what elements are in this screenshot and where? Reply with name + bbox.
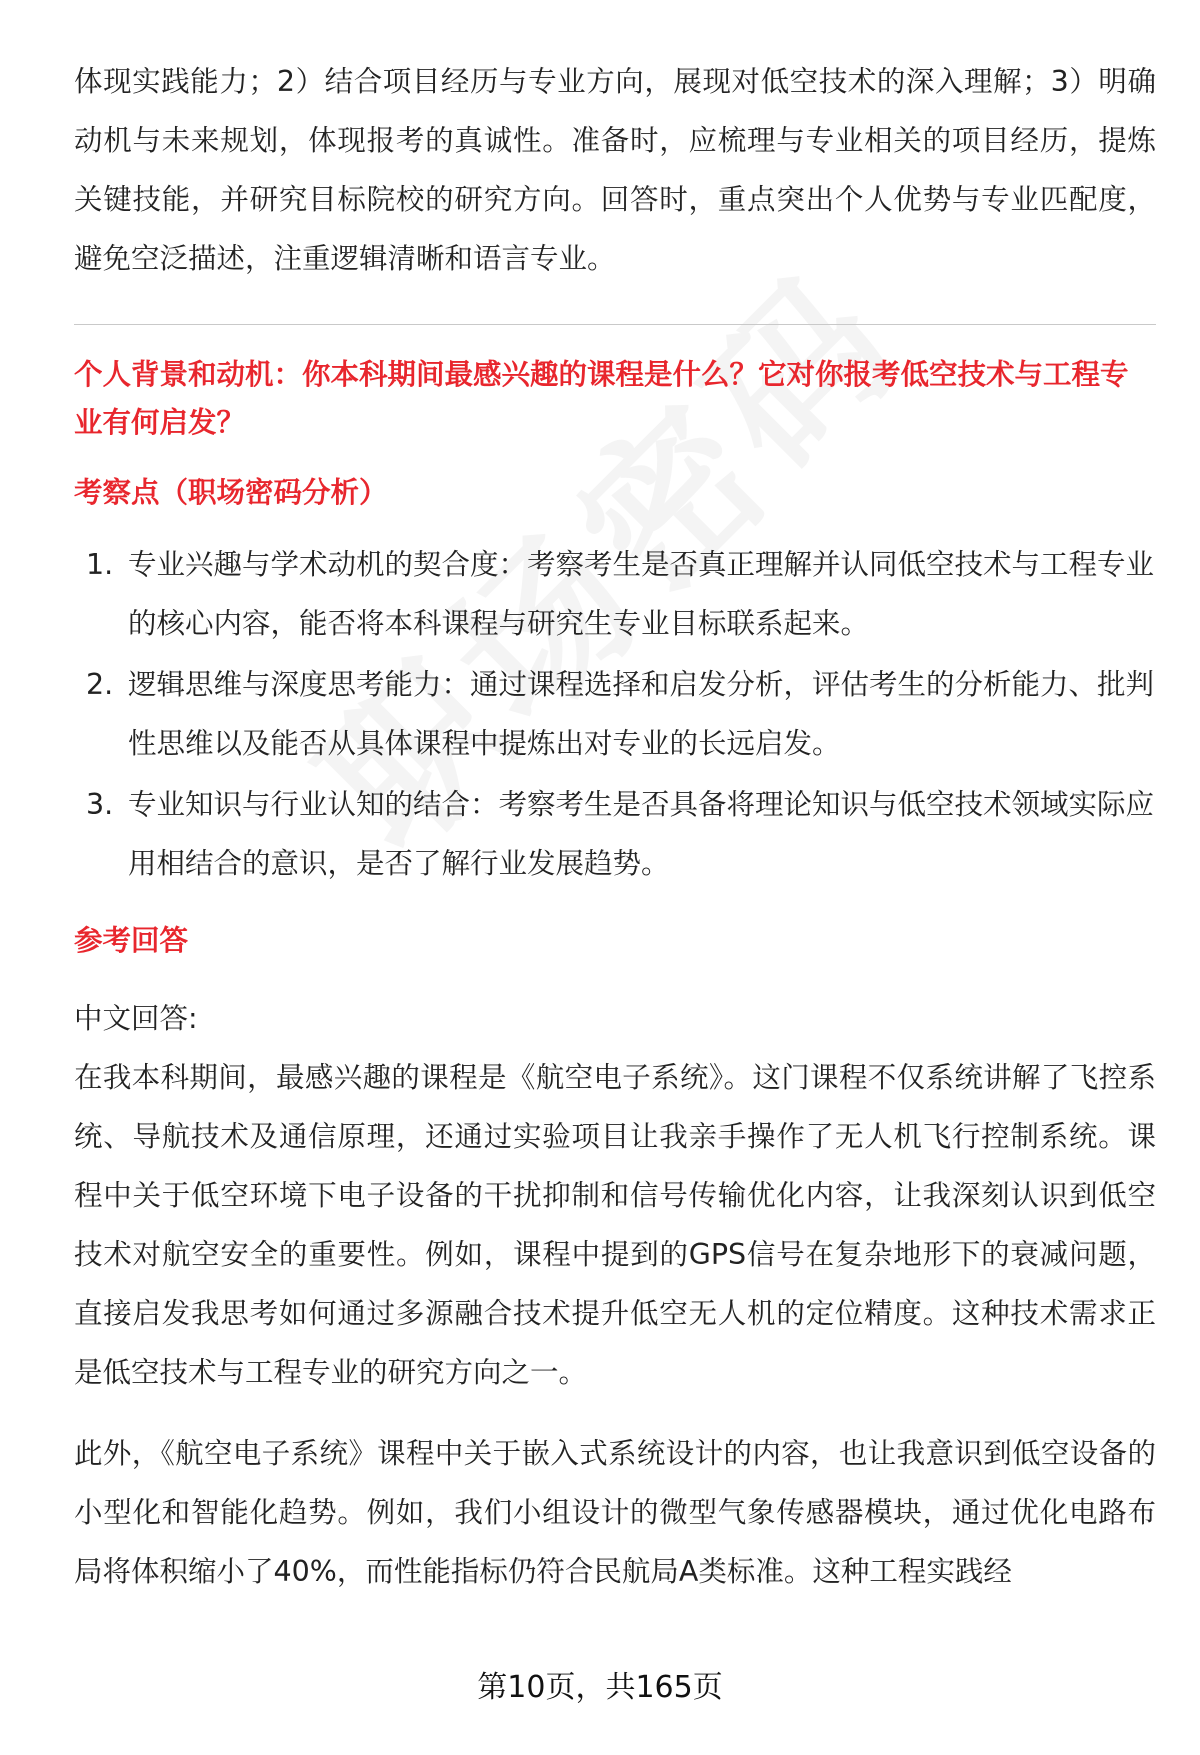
list-item-text: 逻辑思维与深度思考能力：通过课程选择和启发分析，评估考生的分析能力、批判性思维以及能否从具体课程中提炼出对专业的长远启发。 xyxy=(128,668,1155,760)
answer-heading: 参考回答 xyxy=(74,924,189,957)
list-item xyxy=(74,775,1156,893)
intro-paragraph: 体现实践能力；2）结合项目经历与专业方向，展现对低空技术的深入理解；3）明确动机与未来规划，体现报考的真诚性。准备时，应梳理与专业相关的项目经历，提炼关键技能，并研究目标院校的研究方向。回答时，重点突出个人优势与专业匹配度，避免空泛描述，注重逻辑清晰和语言专业。 xyxy=(74,65,1156,275)
list-item-text: 专业知识与行业认知的结合：考察考生是否具备将理论知识与低空技术领域实际应用相结合的意识，是否了解行业发展趋势。 xyxy=(128,788,1155,880)
list-item xyxy=(74,535,1156,653)
exam-points-heading: 考察点（职场密码分析） xyxy=(74,476,388,509)
section-divider xyxy=(74,324,1156,325)
list-item-number: 3. xyxy=(86,788,114,821)
answer-paragraph-1: 在我本科期间，最感兴趣的课程是《航空电子系统》。这门课程不仅系统讲解了飞控系统、导航技术及通信原理，还通过实验项目让我亲手操作了无人机飞行控制系统。课程中关于低空环境下电子设备的干扰抑制和信号传输优化内容，让我深刻认识到低空技术对航空安全的重要性。例如，课程中提到的GPS信号在复杂地形下的衰减问题，直接启发我思考如何通过多源融合技术提升低空无人机的定位精度。这种技术需求正是低空技术与工程专业的研究方向之一。 xyxy=(74,1061,1156,1389)
page-footer: 第10页，共165页 xyxy=(477,1670,723,1705)
answer-paragraph-2: 此外，《航空电子系统》课程中关于嵌入式系统设计的内容，也让我意识到低空设备的小型化和智能化趋势。例如，我们小组设计的微型气象传感器模块，通过优化电路布局将体积缩小了40%，而性能指标仍符合民航局A类标准。这种工程实践经 xyxy=(74,1437,1156,1588)
exam-points-list xyxy=(74,535,1156,893)
list-item xyxy=(74,655,1156,773)
answer-label: 中文回答: xyxy=(74,1002,198,1035)
document-page xyxy=(74,52,1156,1601)
list-item-text: 专业兴趣与学术动机的契合度：考察考生是否真正理解并认同低空技术与工程专业的核心内容，能否将本科课程与研究生专业目标联系起来。 xyxy=(128,548,1155,640)
question-heading: 个人背景和动机：你本科期间最感兴趣的课程是什么？它对你报考低空技术与工程专业有何启发？ xyxy=(74,358,1129,439)
list-item-number: 2. xyxy=(86,668,114,701)
list-item-number: 1. xyxy=(86,548,114,581)
paragraph-gap xyxy=(74,1402,1156,1424)
